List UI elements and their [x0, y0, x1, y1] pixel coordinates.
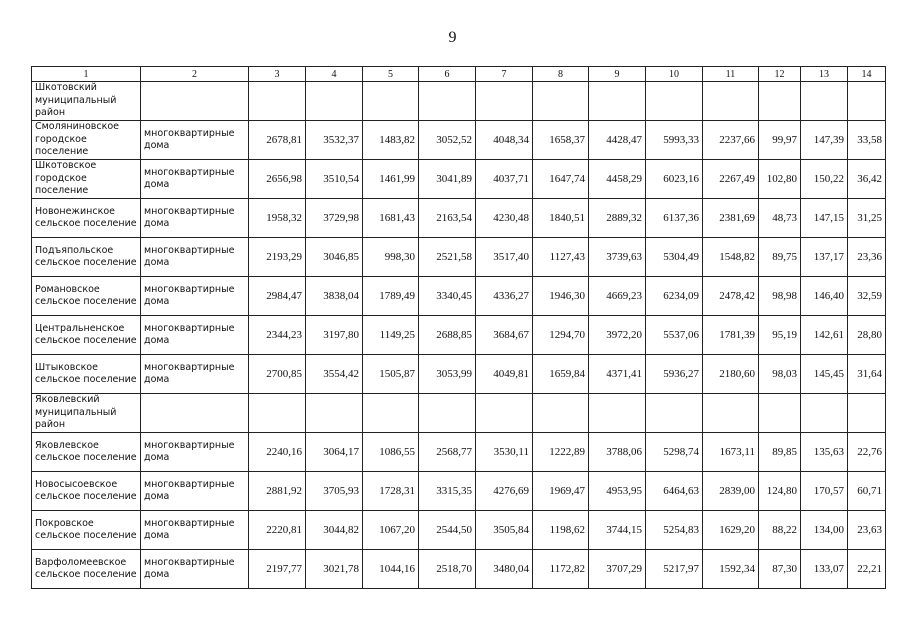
housing-type-cell: многоквартирные дома	[141, 160, 249, 199]
column-number-14: 14	[848, 67, 886, 82]
housing-type-cell: многоквартирные дома	[141, 472, 249, 511]
value-cell-col-3: 2193,29	[249, 238, 306, 277]
value-cell-col-13: 170,57	[801, 472, 848, 511]
settlement-name-cell: Центральненское сельское поселение	[32, 316, 141, 355]
value-cell-col-12	[759, 394, 801, 433]
value-cell-col-11: 1629,20	[703, 511, 759, 550]
column-number-6: 6	[419, 67, 476, 82]
settlement-name-cell: Романовское сельское поселение	[32, 277, 141, 316]
value-cell-col-14: 36,42	[848, 160, 886, 199]
value-cell-col-8	[533, 82, 589, 121]
housing-type-cell	[141, 394, 249, 433]
value-cell-col-12: 89,85	[759, 433, 801, 472]
housing-type-cell: многоквартирные дома	[141, 277, 249, 316]
value-cell-col-5: 1789,49	[363, 277, 419, 316]
settlement-name-cell: Новонежинское сельское поселение	[32, 199, 141, 238]
value-cell-col-4: 3044,82	[306, 511, 363, 550]
value-cell-col-9	[589, 394, 646, 433]
value-cell-col-9: 3707,29	[589, 550, 646, 589]
value-cell-col-7: 3530,11	[476, 433, 533, 472]
value-cell-col-7: 3505,84	[476, 511, 533, 550]
value-cell-col-9: 4458,29	[589, 160, 646, 199]
value-cell-col-14: 31,64	[848, 355, 886, 394]
value-cell-col-12: 95,19	[759, 316, 801, 355]
table-row	[32, 121, 886, 160]
value-cell-col-14: 23,36	[848, 238, 886, 277]
value-cell-col-14: 33,58	[848, 121, 886, 160]
value-cell-col-6: 2163,54	[419, 199, 476, 238]
value-cell-col-3: 2656,98	[249, 160, 306, 199]
value-cell-col-4: 3705,93	[306, 472, 363, 511]
value-cell-col-3: 2984,47	[249, 277, 306, 316]
settlement-name-cell: Яковлевское сельское поселение	[32, 433, 141, 472]
value-cell-col-11: 1781,39	[703, 316, 759, 355]
value-cell-col-13: 147,15	[801, 199, 848, 238]
value-cell-col-6: 2544,50	[419, 511, 476, 550]
value-cell-col-5: 1505,87	[363, 355, 419, 394]
value-cell-col-14: 60,71	[848, 472, 886, 511]
value-cell-col-3: 2197,77	[249, 550, 306, 589]
value-cell-col-5: 1067,20	[363, 511, 419, 550]
column-number-10: 10	[646, 67, 703, 82]
value-cell-col-14	[848, 82, 886, 121]
value-cell-col-8: 1969,47	[533, 472, 589, 511]
value-cell-col-12: 98,98	[759, 277, 801, 316]
value-cell-col-4: 3532,37	[306, 121, 363, 160]
value-cell-col-7: 4048,34	[476, 121, 533, 160]
value-cell-col-10: 6137,36	[646, 199, 703, 238]
column-number-13: 13	[801, 67, 848, 82]
column-number-11: 11	[703, 67, 759, 82]
value-cell-col-7: 4037,71	[476, 160, 533, 199]
value-cell-col-10: 5936,27	[646, 355, 703, 394]
value-cell-col-12: 98,03	[759, 355, 801, 394]
value-cell-col-5	[363, 82, 419, 121]
value-cell-col-4: 3729,98	[306, 199, 363, 238]
value-cell-col-13	[801, 82, 848, 121]
value-cell-col-10: 5537,06	[646, 316, 703, 355]
value-cell-col-14: 22,21	[848, 550, 886, 589]
value-cell-col-9: 4669,23	[589, 277, 646, 316]
value-cell-col-11: 2478,42	[703, 277, 759, 316]
value-cell-col-9: 3739,63	[589, 238, 646, 277]
value-cell-col-7: 3480,04	[476, 550, 533, 589]
value-cell-col-6: 2521,58	[419, 238, 476, 277]
value-cell-col-3: 2881,92	[249, 472, 306, 511]
value-cell-col-5: 1461,99	[363, 160, 419, 199]
column-number-3: 3	[249, 67, 306, 82]
value-cell-col-4	[306, 82, 363, 121]
settlement-name-cell: Варфоломеевское сельское поселение	[32, 550, 141, 589]
settlement-name-cell: Шкотовское городское поселение	[32, 160, 141, 199]
column-number-8: 8	[533, 67, 589, 82]
value-cell-col-11: 1592,34	[703, 550, 759, 589]
value-cell-col-6: 3052,52	[419, 121, 476, 160]
table-row	[32, 550, 886, 589]
table-row	[32, 160, 886, 199]
value-cell-col-3: 1958,32	[249, 199, 306, 238]
value-cell-col-4: 3046,85	[306, 238, 363, 277]
value-cell-col-5: 1483,82	[363, 121, 419, 160]
value-cell-col-5: 1728,31	[363, 472, 419, 511]
table-row	[32, 472, 886, 511]
housing-type-cell: многоквартирные дома	[141, 121, 249, 160]
column-number-7: 7	[476, 67, 533, 82]
housing-type-cell: многоквартирные дома	[141, 550, 249, 589]
value-cell-col-5: 998,30	[363, 238, 419, 277]
value-cell-col-3: 2220,81	[249, 511, 306, 550]
value-cell-col-3	[249, 394, 306, 433]
settlement-name-cell: Покровское сельское поселение	[32, 511, 141, 550]
value-cell-col-13: 142,61	[801, 316, 848, 355]
table-row	[32, 238, 886, 277]
value-cell-col-4	[306, 394, 363, 433]
column-number-2: 2	[141, 67, 249, 82]
value-cell-col-3	[249, 82, 306, 121]
value-cell-col-11: 2237,66	[703, 121, 759, 160]
value-cell-col-9: 4428,47	[589, 121, 646, 160]
value-cell-col-12: 99,97	[759, 121, 801, 160]
value-cell-col-10: 5298,74	[646, 433, 703, 472]
value-cell-col-11: 2180,60	[703, 355, 759, 394]
value-cell-col-4: 3510,54	[306, 160, 363, 199]
value-cell-col-6: 3041,89	[419, 160, 476, 199]
value-cell-col-8	[533, 394, 589, 433]
value-cell-col-12: 87,30	[759, 550, 801, 589]
value-cell-col-8: 1294,70	[533, 316, 589, 355]
settlement-name-cell: Штыковское сельское поселение	[32, 355, 141, 394]
table-row	[32, 355, 886, 394]
housing-type-cell: многоквартирные дома	[141, 316, 249, 355]
housing-type-cell: многоквартирные дома	[141, 511, 249, 550]
value-cell-col-13	[801, 394, 848, 433]
value-cell-col-10: 6234,09	[646, 277, 703, 316]
value-cell-col-12: 89,75	[759, 238, 801, 277]
table-row	[32, 433, 886, 472]
value-cell-col-3: 2700,85	[249, 355, 306, 394]
value-cell-col-8: 1840,51	[533, 199, 589, 238]
value-cell-col-12: 48,73	[759, 199, 801, 238]
value-cell-col-10: 5993,33	[646, 121, 703, 160]
value-cell-col-8: 1647,74	[533, 160, 589, 199]
housing-type-cell	[141, 82, 249, 121]
value-cell-col-13: 150,22	[801, 160, 848, 199]
value-cell-col-5	[363, 394, 419, 433]
value-cell-col-3: 2240,16	[249, 433, 306, 472]
table-row	[32, 394, 886, 433]
table-row	[32, 277, 886, 316]
value-cell-col-7: 4049,81	[476, 355, 533, 394]
value-cell-col-7: 4230,48	[476, 199, 533, 238]
value-cell-col-14: 28,80	[848, 316, 886, 355]
settlement-name-cell: Подъяпольское сельское поселение	[32, 238, 141, 277]
value-cell-col-13: 134,00	[801, 511, 848, 550]
value-cell-col-7: 4336,27	[476, 277, 533, 316]
value-cell-col-5: 1149,25	[363, 316, 419, 355]
value-cell-col-13: 133,07	[801, 550, 848, 589]
page-number: 9	[448, 29, 457, 46]
value-cell-col-4: 3021,78	[306, 550, 363, 589]
tariff-table	[31, 66, 886, 589]
value-cell-col-13: 146,40	[801, 277, 848, 316]
housing-type-cell: многоквартирные дома	[141, 355, 249, 394]
value-cell-col-11	[703, 82, 759, 121]
value-cell-col-12: 102,80	[759, 160, 801, 199]
value-cell-col-9: 2889,32	[589, 199, 646, 238]
housing-type-cell: многоквартирные дома	[141, 238, 249, 277]
value-cell-col-6: 2568,77	[419, 433, 476, 472]
value-cell-col-8: 1659,84	[533, 355, 589, 394]
value-cell-col-10: 6023,16	[646, 160, 703, 199]
value-cell-col-6: 2518,70	[419, 550, 476, 589]
value-cell-col-3: 2344,23	[249, 316, 306, 355]
value-cell-col-8: 1198,62	[533, 511, 589, 550]
value-cell-col-6	[419, 82, 476, 121]
value-cell-col-13: 135,63	[801, 433, 848, 472]
value-cell-col-7: 4276,69	[476, 472, 533, 511]
column-number-row	[32, 67, 886, 82]
value-cell-col-5: 1044,16	[363, 550, 419, 589]
value-cell-col-7: 3684,67	[476, 316, 533, 355]
value-cell-col-7	[476, 394, 533, 433]
value-cell-col-14: 31,25	[848, 199, 886, 238]
value-cell-col-5: 1086,55	[363, 433, 419, 472]
value-cell-col-9: 4953,95	[589, 472, 646, 511]
value-cell-col-9: 4371,41	[589, 355, 646, 394]
value-cell-col-12: 88,22	[759, 511, 801, 550]
column-number-12: 12	[759, 67, 801, 82]
value-cell-col-6: 2688,85	[419, 316, 476, 355]
value-cell-col-7: 3517,40	[476, 238, 533, 277]
value-cell-col-12	[759, 82, 801, 121]
value-cell-col-4: 3197,80	[306, 316, 363, 355]
value-cell-col-8: 1172,82	[533, 550, 589, 589]
value-cell-col-13: 137,17	[801, 238, 848, 277]
value-cell-col-8: 1946,30	[533, 277, 589, 316]
table-row	[32, 511, 886, 550]
value-cell-col-6	[419, 394, 476, 433]
column-number-4: 4	[306, 67, 363, 82]
column-number-1: 1	[32, 67, 141, 82]
value-cell-col-4: 3554,42	[306, 355, 363, 394]
value-cell-col-10: 5217,97	[646, 550, 703, 589]
value-cell-col-10: 5254,83	[646, 511, 703, 550]
value-cell-col-5: 1681,43	[363, 199, 419, 238]
value-cell-col-6: 3315,35	[419, 472, 476, 511]
value-cell-col-4: 3064,17	[306, 433, 363, 472]
value-cell-col-11: 1548,82	[703, 238, 759, 277]
value-cell-col-11: 2267,49	[703, 160, 759, 199]
housing-type-cell: многоквартирные дома	[141, 433, 249, 472]
value-cell-col-10: 5304,49	[646, 238, 703, 277]
settlement-name-cell: Смоляниновское городское поселение	[32, 121, 141, 160]
value-cell-col-4: 3838,04	[306, 277, 363, 316]
value-cell-col-12: 124,80	[759, 472, 801, 511]
value-cell-col-14: 23,63	[848, 511, 886, 550]
value-cell-col-10: 6464,63	[646, 472, 703, 511]
value-cell-col-10	[646, 394, 703, 433]
value-cell-col-11: 2839,00	[703, 472, 759, 511]
value-cell-col-11: 1673,11	[703, 433, 759, 472]
table-row	[32, 199, 886, 238]
value-cell-col-6: 3053,99	[419, 355, 476, 394]
settlement-name-cell: Яковлевский муниципальный район	[32, 394, 141, 433]
value-cell-col-9: 3744,15	[589, 511, 646, 550]
value-cell-col-7	[476, 82, 533, 121]
column-number-9: 9	[589, 67, 646, 82]
value-cell-col-11	[703, 394, 759, 433]
value-cell-col-9: 3788,06	[589, 433, 646, 472]
value-cell-col-10	[646, 82, 703, 121]
value-cell-col-13: 147,39	[801, 121, 848, 160]
value-cell-col-11: 2381,69	[703, 199, 759, 238]
value-cell-col-8: 1222,89	[533, 433, 589, 472]
value-cell-col-3: 2678,81	[249, 121, 306, 160]
value-cell-col-8: 1658,37	[533, 121, 589, 160]
value-cell-col-6: 3340,45	[419, 277, 476, 316]
column-number-5: 5	[363, 67, 419, 82]
value-cell-col-9: 3972,20	[589, 316, 646, 355]
value-cell-col-14: 32,59	[848, 277, 886, 316]
housing-type-cell: многоквартирные дома	[141, 199, 249, 238]
value-cell-col-8: 1127,43	[533, 238, 589, 277]
value-cell-col-13: 145,45	[801, 355, 848, 394]
settlement-name-cell: Шкотовский муниципальный район	[32, 82, 141, 121]
settlement-name-cell: Новосысоевское сельское поселение	[32, 472, 141, 511]
value-cell-col-9	[589, 82, 646, 121]
value-cell-col-14: 22,76	[848, 433, 886, 472]
table-row	[32, 316, 886, 355]
table-row	[32, 82, 886, 121]
value-cell-col-14	[848, 394, 886, 433]
